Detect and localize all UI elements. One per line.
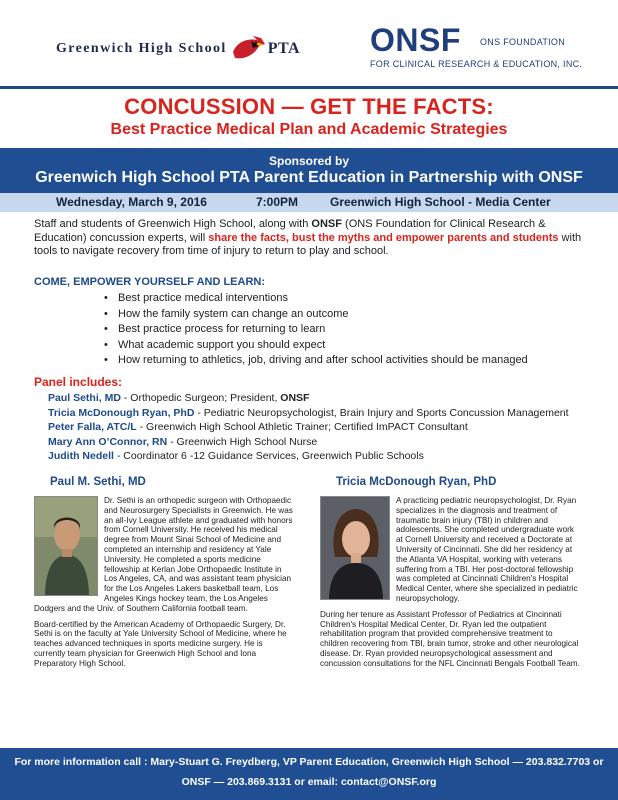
panel-member-desc: Pediatric Neuropsychologist, Brain Injury and Sports Concussion Management [203,406,569,419]
ghs-logo-text: Greenwich High School [56,41,227,56]
panel-member-name: Mary Ann O’Connor, RN [48,435,168,448]
learn-heading: COME, EMPOWER YOURSELF AND LEARN: [34,276,266,288]
bio-paragraph: Board-certified by the American Academy of Orthopaedic Surgery, Dr. Sethi is on the faculty at Yale University School of Medicine, where he teaches advanced techniques in sports medicine surgery. He is currently team physician for Greenwich High School and Iona Preparatory High School. [34,619,287,668]
intro-paragraph [34,218,594,259]
bio-body [320,496,582,669]
panel-member-name: Paul Sethi, MD [48,392,121,404]
event-time: 7:00PM [256,195,299,209]
panel-member-name: Peter Falla, ATC/L [48,421,137,433]
title-divider [0,86,618,89]
event-date: Wednesday, March 9, 2016 [56,195,207,209]
panel-heading: Panel includes: [34,375,123,389]
panel-member-name: Tricia McDonough Ryan, PhD [48,406,195,419]
panel-member-name: Judith Nedell [48,450,114,462]
logo-band [0,0,618,84]
portrait-ryan [320,496,390,600]
panel-member-extra: ONSF [280,392,310,404]
sponsored-by-label: Sponsored by [268,154,349,168]
footer-contact-band [0,748,618,800]
event-venue: Greenwich High School - Media Center [330,195,551,209]
panel-member [48,435,608,450]
onsf-logo [370,22,583,72]
bio-name: Paul M. Sethi, MD [50,476,146,488]
panel-member-sep: - [113,450,124,462]
list-item: • Best practice process for returning to learn [104,322,574,338]
intro-onsf: ONSF [311,218,342,230]
list-item: • How returning to athletics, job, driving and after school activities should be managed [104,353,574,369]
sub-title: Best Practice Medical Plan and Academic Strategies [110,121,508,138]
intro-part2: (ONS Foundation for Clinical Research & Education) concussion experts, will [34,218,546,244]
list-item: • How the family system can change an outcome [104,307,574,323]
panel-member-desc: Orthopedic Surgeon; President, [130,392,281,404]
portrait-sethi [34,496,98,596]
panel-member [48,406,608,421]
onsf-logo-line2: FOR CLINICAL RESEARCH & EDUCATION, INC. [370,59,583,69]
panel-member-desc: Coordinator 6 -12 Guidance Services, Greenwich Public Schools [123,450,424,462]
bio-body [34,496,296,669]
list-item: • What academic support you should expect [104,338,574,354]
panel-member-desc: Greenwich High School Athletic Trainer; Certified ImPACT Consultant [146,421,468,433]
sponsor-line: Greenwich High School PTA Parent Education in Partnership with ONSF [35,169,583,186]
panel-member-desc: Greenwich High School Nurse [176,435,318,448]
panel-member-sep: - [194,406,204,419]
onsf-logo-big: ONSF [370,22,461,58]
panel-member-sep: - [136,421,147,433]
panel-list [48,391,608,464]
portrait-image-icon [35,497,98,596]
main-title: CONCUSSION — GET THE FACTS: [124,94,494,119]
panel-member-sep: - [120,392,131,404]
pta-logo-text: PTA [267,40,301,57]
portrait-image-icon [321,497,390,600]
panel-member [48,391,608,406]
event-info-bar [0,193,618,212]
bio-paragraph: Dr. Sethi is an orthopedic surgeon with Orthopaedic and Neurosurgery Specialists in Greenwich. He was an all-Ivy League athlete and graduated with honors from Cornell University. He received his medical degree from Mount Sinai School of Medicine and completed an internship and residency at Yale University. He completed a sports medicine fellowship at Kerlan Jobe Orthopaedic Institute in Los Angeles, CA, and was assistant team physician for the Los Angeles Lakers basketball team, Los Angeles Kings hockey team, the Los Angeles Dodgers and the Univ. of Southern California football team. [34,496,293,613]
panel-member [48,420,608,435]
intro-highlight: share the facts, bust the myths and empower parents and students [208,231,559,244]
ghs-pta-logo [56,32,300,66]
intro-part3: with tools to navigate recovery from time of injury to return to play and school. [34,231,582,257]
list-item: • Best practice medical interventions [104,291,574,307]
cardinal-icon [229,34,267,64]
bio-ryan [320,476,582,675]
bio-paragraph: A practicing pediatric neuropsychologist, Dr. Ryan specializes in the diagnosis and treatment of traumatic brain injury (TBI) in children and adolescents. She completed undergraduate work at Cornell University and received a Doctorate at University of Cincinnati. She did her residency at the Atlanta VA Hospital, working with veterans suffering from a TBI. Her post-doctoral fellowship was completed at Cincinnati Children's Hospital Medical Center, where she specialized in pediatric neuropsychology. [396,496,578,603]
onsf-logo-line1: ONS FOUNDATION [480,37,566,47]
footer-line2: ONSF — 203.869.3131 or email: contact@ONSF.org [181,776,437,788]
learn-list [104,291,574,369]
bio-name: Tricia McDonough Ryan, PhD [336,476,497,488]
bio-paragraph: During her tenure as Assistant Professor of Pediatrics at Cincinnati Children's Hospital Medical Center, Dr. Ryan led the outpatient rehabilitation program that provided comprehensive treatment to children recovering from TBI, brain tumor, stroke and other neurological disease. Dr. Ryan provided neuropsychological assessment and concussion consultations for the NFL Cincinnati Bengals Football Team. [320,609,580,668]
panel-member-sep: - [167,435,177,448]
footer-line1: For more information call : Mary-Stuart G. Freydberg, VP Parent Education, Greenwich High School — 203.832.7703 or [14,756,604,768]
bio-sethi [34,476,296,675]
intro-part1: Staff and students of Greenwich High School, along with [34,218,312,230]
panel-member [48,449,608,464]
